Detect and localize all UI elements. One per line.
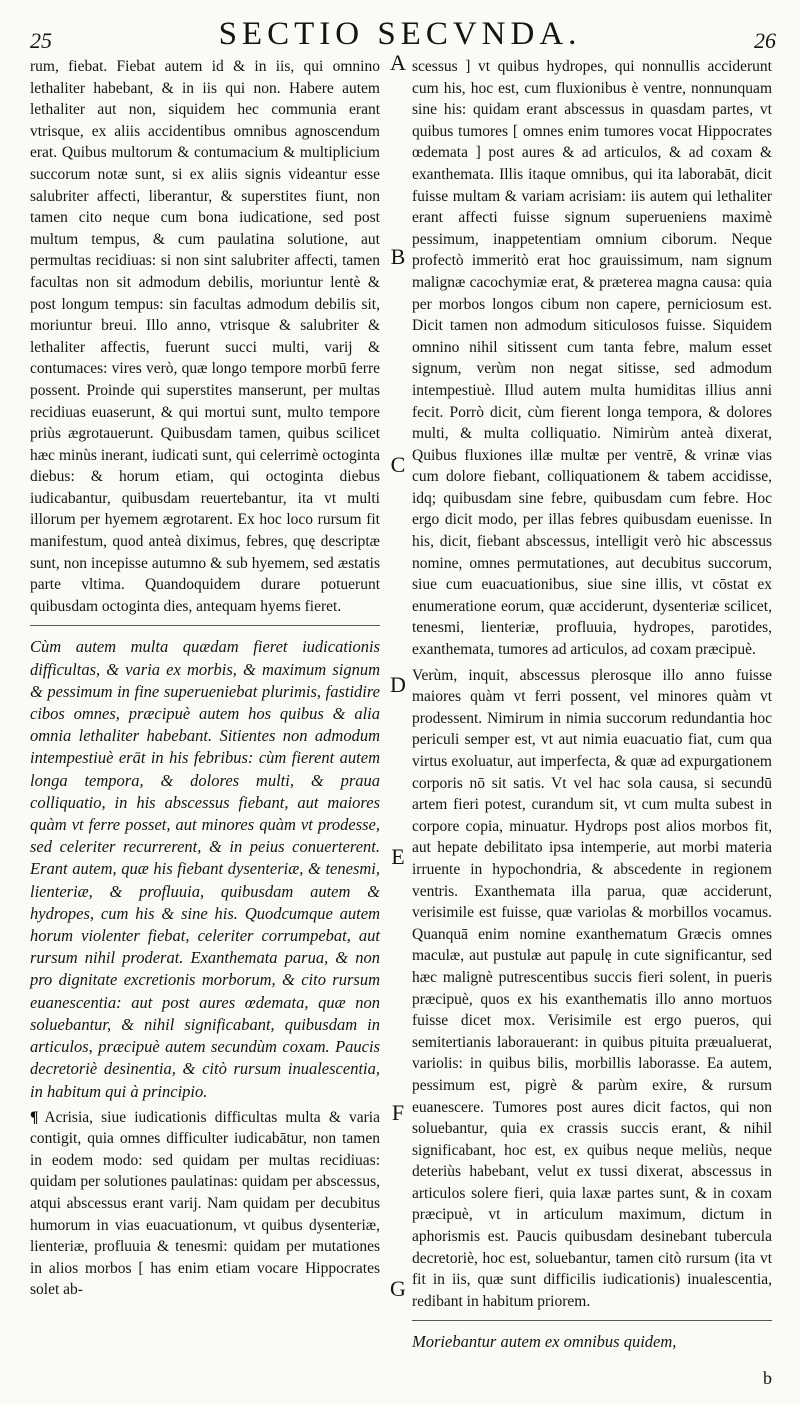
running-title: SECTIO SECVNDA. [218, 16, 582, 52]
pilcrow-icon: ¶ [30, 1108, 39, 1126]
commentary-paragraph: rum, fiebat. Fiebat autem id & in iis, qui omnino lethaliter habebant, & in iis qui non. Habere autem lethaliter aut non, siquidem hec communia erant vtrisque, ex aliis accidentibus omnibus agnoscendum erat. Quibus multorum & contumacium & multiplicium succorum notæ sunt, si ex aliis signis videantur esse salubriter affecti, liberantur, & superstites fiunt, non tamen cito neque cum bona iudicatione, sed post multum tempus, & cum paulatina solutione, aut permultas recidiuas: si non sint salubriter affecti, tamen facultas non sit admodum debilis, moriuntur lentè & post longum tempus: sin facultas admodum debilis sit, moriuntur breui. Illo anno, vtrisque & salubriter & lethaliter affectis, fuerunt succi multi, varij & contumaces: vires verò, quæ longo tempore morbū ferre possent. Proinde qui superstites manserunt, per multas recidiuas euaserunt, & qui mortui sunt, multo tempore priùs ægrotauerunt. Quibusdam tamen, quibus scilicet hæc minùs inerant, iudicati sunt, qui celerrimè octoginta diebus: & horum etiam, qui octoginta diebus iudicabantur, quibusdam reuertebantur, ita vt multi illorum per hyemem ægrotarent. Ex hoc loco rursum fit manifestum, quod anteà diximus, febres, quę descriptæ sunt, non incepisse autumno & sub hyemem, sed æstatis parte vltima. Quandoquidem durare potuerunt quibusdam octoginta dies, antequam hyems fieret. [30, 58, 380, 615]
page-number-right: 26 [754, 28, 776, 53]
section-marker: E [391, 844, 405, 869]
section-marker: B [390, 244, 406, 269]
signature-mark: b [763, 1368, 772, 1388]
commentary-text: Acrisia, siue iudicationis difficultas multa & varia contigit, quia omnes difficulter iudicabātur, non tamen in eodem modo: sed quidam per multas recidiuas: quidam per solutiones paulatinas: quidam per abscessus, atqui abscessus erant varij. Nam quidam per decubitus humorum in vias euacuationum, vt quibus dysenteriæ, lienteriæ, profluuia & tenesmi: quidam per mutationes in alios morbos [ has enim etiam vocare Hippocrates solet ab- [30, 1108, 380, 1299]
right-column [412, 56, 772, 1358]
section-divider [412, 1320, 772, 1321]
commentary-paragraph: Verùm, inquit, abscessus plerosque illo anno fuisse maiores quàm vt ferri possent, vel minores quàm vt prodessent. Nimirum in nimia succorum redundantia hoc periculi semper est, vt aut nimia euacuatio fiat, cum qua virtus exoluatur, aut imperfecta, & quæ ad expurgationem corporis nō sit satis. Vt vel hac sola causa, si secundū artem fieri potest, curandum sit, vt cum multa subest in corpore copia, minuatur. Hydrops post alios morbos fit, aut hepate debilitato ipsa intemperie, aut morbi materia irruente in hypochondria, & abscedente in regionem ventris. Exanthemata illa parua, quæ acciderunt, verisimile est fuisse, quæ variolas & morbillos vocamus. Quanquā enim nomine exanthematum Græcis omnes maculæ, aut pustulæ aut papulę in cute significantur, sed hæc malignè putrescentibus succis fieri solent, in pueris præcipuè, quos ex his exanthematis illo anno mortuos fuisse dicet mox. Verisimile est ergo pueros, qui semitertianis laborauerant: in quibus pituita præualuerat, variolis: in quibus bilis, morbillis laborasse. Ea autem, pessimum est, pigrè & parùm exire, & rursum euanescere. Tumores post aures dicit factos, qui non soluebantur, quia ex crassis succis erant, & nihil significabant, hoc est, ex quibus neque meliùs, neque deteriùs habebant, velut ex tussi dixerat, abscessus in articulos solere fieri, quia laxæ partes sunt, & in coxam præcipuè, vt in articulum maximum, dictum in aphorismis est. Paucis quibusdam desinebant tubercula decretoriè, hoc est, soluebantur, tamen citò rursum (ita vt fit in iis, quæ sunt difficilis iudicationis) inualescentia, redibant in habitum priorem. [412, 666, 772, 1310]
section-marker: D [390, 672, 406, 697]
page-number-left: 25 [30, 28, 52, 53]
section-marker: F [391, 1100, 405, 1125]
section-marker: C [390, 452, 406, 477]
left-column [30, 56, 380, 1305]
hippocrates-text-paragraph: Moriebantur autem ex omnibus quidem, [412, 1332, 677, 1352]
commentary-paragraph: scessus ] vt quibus hydropes, qui nonnullis acciderunt cum his, hoc est, cum fluxionibus è ventre, nonnunquam sine his: quidam erant abscessus in quasdam partes, vt quibus tumores [ omnes enim tumores vocat Hippocrates œdemata ] post aures & ad articulos, & ad coxam & exanthemata. Illis itaque omnibus, qui ita laborabāt, dicit fuisse multam & variam acrisiam: iis autem qui lethaliter erant affecti fuisse signum superueniens maximè pessimum, inappetentiam omnium ciborum. Neque profectò immeritò erat hoc grauissimum, nam signum malignæ cacochymiæ erat, & præterea magna causa: quia per morbos longos cibum non capere, perniciosum est. Dicit tamen non admodum siticulosos fuisse. Siquidem omnino nihil sitissent cum tanta febre, malum esset signum, verùm non negat sitisse, sed admodum intempestiuè. Illud autem multa humiditas illius anni fecit. Porrò dicit, cùm fierent longa tempora, & dolores multi, & multa colliquatio. Nimirùm anteà dixerat, Quibus fluxiones illæ multæ per ventrē, & vrinæ vias cum dolore fiebant, colliquationem & tabem accidisse, idq; quibusdam sine febre, quibusdam cum febre. Hoc ergo dicit modo, per illas febres quibusdam euenisse. In his, dicit, fiebant abscessus, intelligit verò hic abscessus nomine, omnes permutationes, aut decubitus succorum, siue cum euacuationibus, siue sine illis, vt cōstat ex enumeratione eorum, quæ acciderunt, dysenteriæ scilicet, tenesmi, lienteriæ, profluuia, hydropes, parotides, exanthemata, tumores ad articulos, ad coxam præcipuè. [412, 58, 772, 659]
page-header [0, 0, 800, 54]
hippocrates-text-paragraph: Cùm autem multa quædam fieret iudicationis difficultas, & varia ex morbis, & maximum signum & pessimum in fine superueniebat plurimis, fastidire cibos omnes, præcipuè autem hos quibus & alia omnia lethaliter habebant. Sitientes non admodum intempestiuè erāt in his febribus: cùm fierent autem longa tempora, & dolores multi, & praua colliquatio, in his abscessus fiebant, aut maiores quàm vt ferre posset, aut minores quàm vt prodesse, sed celeriter recurrerent, & in peius conuerterent. Erant autem, quæ his fiebant dysenteriæ, & tenesmi, lienteriæ, & profluuia, quibusdam autem & hydropes, cum his & sine his. Quodcumque autem horum violenter fiebat, celeriter corrumpebat, aut rursum nihil proderat. Exanthemata parua, & non pro dignitate excretionis morborum, & cito rursum euanescentia: aut post aures œdemata, quæ non soluebantur, & nihil significabant, quibusdam in articulos, præcipuè autem secundùm coxam. Paucis decretoriè desinentia, & citò rursum inualescentia, in habitum qui à principio. [30, 637, 380, 1101]
section-divider [30, 625, 380, 626]
section-marker: G [390, 1276, 406, 1301]
section-marker: A [390, 50, 406, 75]
commentary-paragraph [30, 1107, 380, 1301]
